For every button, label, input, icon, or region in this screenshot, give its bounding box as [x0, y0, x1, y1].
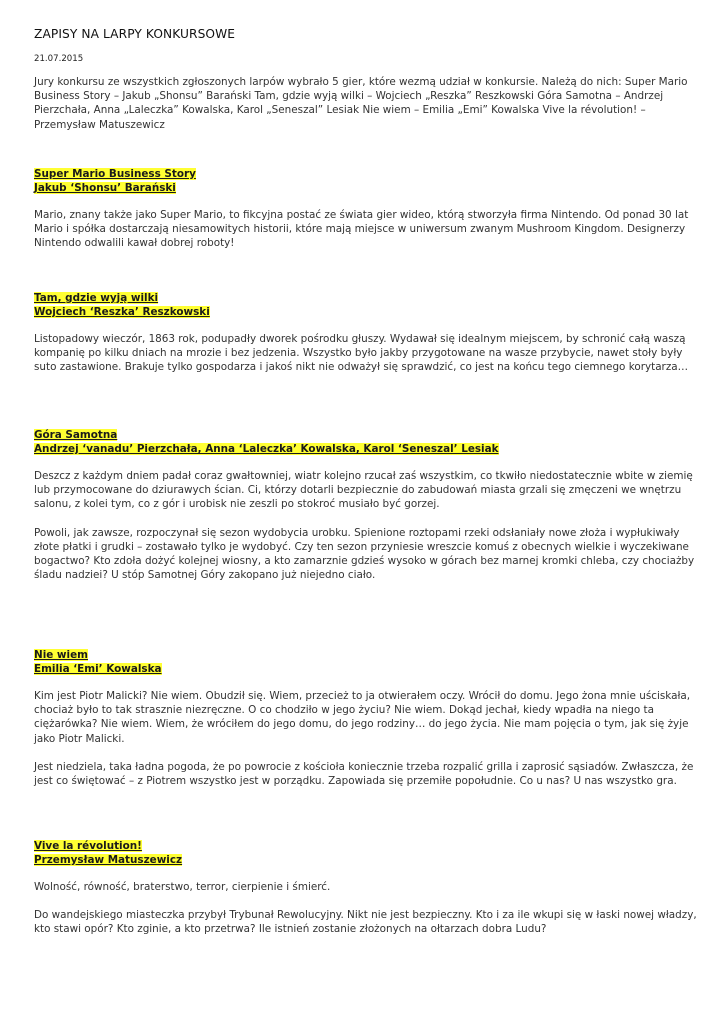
section-paragraph: Jest niedziela, taka ładna pogoda, że po powrocie z kościoła koniecznie trzeba rozpalić grilla i zaprosić sąsiadów. Zwłaszcza, że jest co świętować – z Piotrem wszystko jest w porządku. Zapowiada się przemiłe popołudnie. Co u nas? U nas wszystko gra.	[34, 760, 694, 788]
section-nie-wiem	[34, 648, 700, 788]
section-paragraph: Powoli, jak zawsze, rozpoczynał się sezon wydobycia urobku. Spienione roztopami rzeki odsłaniały nowe złoża i wypłukiwały złote płatki i grudki – zostawało tylko je wydobyć. Czy ten sezon przyniesie wreszcie komuś z obecnych wielkie i wyczekiwane bogactwo? Kto zdoła dożyć kolejnej wiosny, a kto zamarznie gdzieś wysoko w górach bez marnej kromki chleba, czy chociażby śladu nadziei? U stóp Samotnej Góry zakopano już niejedno ciało.	[34, 526, 695, 582]
game-title-link[interactable]: Vive la révolution!	[34, 840, 142, 852]
section-paragraph: Do wandejskiego miasteczka przybył Trybunał Rewolucyjny. Nikt nie jest bezpieczny. Kto i za ile wkupi się w łaski nowej władzy, kto stawi opór? Kto zginie, a kto przetrwa? Ile istnień zostanie złożonych na ołtarzach dobra Ludu?	[34, 909, 697, 936]
section-gora-samotna	[34, 428, 700, 582]
game-authors-link[interactable]: Wojciech ‘Reszka’ Reszkowski	[34, 306, 210, 318]
game-authors-link[interactable]: Emilia ‘Emi’ Kowalska	[34, 663, 162, 675]
game-title-link[interactable]: Góra Samotna	[34, 429, 118, 441]
section-paragraph: Deszcz z każdym dniem padał coraz gwałtowniej, wiatr kolejno rzucał zaś wszystkim, co tkwiło niedostatecznie wbite w ziemię lub przymocowane do dziurawych ścian. Ci, którzy dotarli bezpiecznie do zabudowań miasta grzali się zmęczeni we wnętrzu salonu, z kolei tym, co z gór i urobisk nie zeszli po stokroć musiało być gorzej.	[34, 470, 693, 511]
section-paragraph: Kim jest Piotr Malicki? Nie wiem. Obudził się. Wiem, przecież to ja otwierałem oczy. Wrócił do domu. Jego żona mnie uściskała, chociaż było to tak strasznie niezręczne. O co chodziło w jego życiu? Nie wiem. Dokąd jechał, kiedy wpadła na niego ta ciężarówka? Nie wiem. Wiem, że wróciłem do jego domu, do jego rodziny… do jego życia. Nie mam pojęcia o tym, jak się żyje jako Piotr Malicki.	[34, 690, 691, 745]
section-paragraph: Wolność, równość, braterstwo, terror, cierpienie i śmierć.	[34, 881, 331, 893]
game-authors-link[interactable]: Jakub ‘Shonsu’ Barański	[34, 182, 176, 194]
section-paragraph: Mario, znany także jako Super Mario, to fikcyjna postać ze świata gier wideo, którą stworzyła firma Nintendo. Od ponad 30 lat Mario i spółka dostarczają niesamowitych historii, które mają miejsce w uniwersum zwanym Mushroom Kingdom. Designerzy Nintendo odwalili kawał dobrej roboty!	[34, 209, 689, 250]
intro-paragraph: Jury konkursu ze wszystkich zgłoszonych larpów wybrało 5 gier, które wezmą udział w konkursie. Należą do nich: Super Mario Business Story – Jakub „Shonsu” Barański Tam, gdzie wyją wilki – Wojciech „Reszka” Reszkowski Góra Samotna – Andrzej Pierzchała, Anna „Laleczka” Kowalska, Karol „Seneszal” Lesiak Nie wiem – Emilia „Emi” Kowalska Vive la révolution! – Przemysław Matuszewicz	[34, 76, 688, 131]
game-title-link[interactable]: Super Mario Business Story	[34, 168, 196, 180]
game-title-link[interactable]: Nie wiem	[34, 649, 88, 661]
section-vive-la-revolution	[34, 839, 700, 937]
game-authors-link[interactable]: Andrzej ‘vanadu’ Pierzchała, Anna ‘Laleczka’ Kowalska, Karol ‘Seneszal’ Lesiak	[34, 443, 499, 455]
section-tam-gdzie-wyja-wilki	[34, 291, 700, 375]
page-title: ZAPISY NA LARPY KONKURSOWE	[34, 27, 236, 41]
section-super-mario	[34, 167, 700, 251]
game-authors-link[interactable]: Przemysław Matuszewicz	[34, 854, 183, 866]
publication-date: 21.07.2015	[34, 54, 84, 64]
section-paragraph: Listopadowy wieczór, 1863 rok, podupadły dworek pośrodku głuszy. Wydawał się idealnym miejscem, by schronić całą waszą kompanię po kilku dniach na mrozie i bez jedzenia. Wszystko było jakby przygotowane na wasze przybycie, nawet stoły były suto zastawione. Brakuje tylko gospodarza i jakoś nikt nie odważył się sprawdzić, co jest na końcu tego ciemnego korytarza…	[34, 333, 689, 374]
game-title-link[interactable]: Tam, gdzie wyją wilki	[34, 292, 159, 304]
